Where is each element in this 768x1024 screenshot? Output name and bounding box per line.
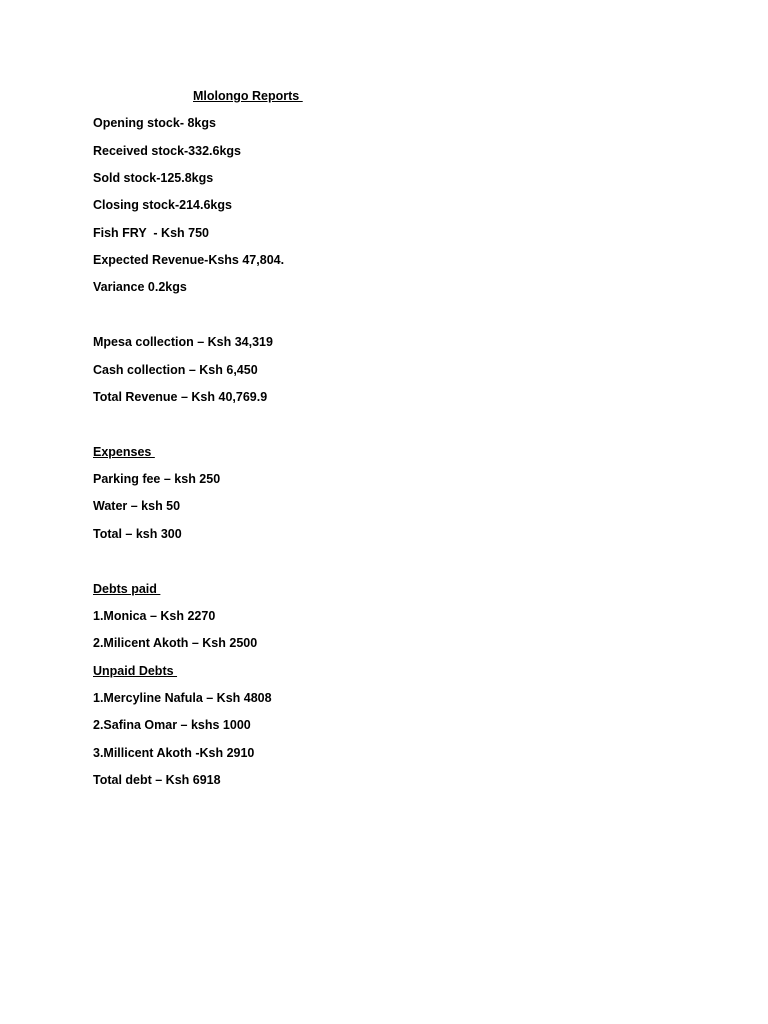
opening-stock-line: Opening stock- 8kgs — [93, 116, 216, 130]
parking-fee-line: Parking fee – ksh 250 — [93, 472, 221, 486]
unpaid-debts-heading: Unpaid Debts — [93, 664, 178, 678]
report-title: Mlolongo Reports — [193, 89, 303, 103]
unpaid-debt-item: 2.Safina Omar – kshs 1000 — [93, 718, 251, 732]
debt-paid-item: 1.Monica – Ksh 2270 — [93, 609, 216, 623]
fish-fry-line: Fish FRY - Ksh 750 — [93, 226, 210, 240]
total-expenses-line: Total – ksh 300 — [93, 527, 182, 541]
mpesa-collection-line: Mpesa collection – Ksh 34,319 — [93, 335, 273, 349]
expenses-heading: Expenses — [93, 445, 155, 459]
debts-paid-heading: Debts paid — [93, 582, 161, 596]
water-expense-line: Water – ksh 50 — [93, 499, 181, 513]
sold-stock-line: Sold stock-125.8kgs — [93, 171, 214, 185]
expected-revenue-line: Expected Revenue-Kshs 47,804. — [93, 253, 285, 267]
unpaid-debt-item: 1.Mercyline Nafula – Ksh 4808 — [93, 691, 272, 705]
unpaid-debt-item: 3.Millicent Akoth -Ksh 2910 — [93, 746, 255, 760]
received-stock-line: Received stock-332.6kgs — [93, 144, 242, 158]
variance-line: Variance 0.2kgs — [93, 280, 187, 294]
closing-stock-line: Closing stock-214.6kgs — [93, 198, 232, 212]
total-debt-line: Total debt – Ksh 6918 — [93, 773, 221, 787]
debt-paid-item: 2.Milicent Akoth – Ksh 2500 — [93, 636, 258, 650]
cash-collection-line: Cash collection – Ksh 6,450 — [93, 363, 258, 377]
total-revenue-line: Total Revenue – Ksh 40,769.9 — [93, 390, 268, 404]
